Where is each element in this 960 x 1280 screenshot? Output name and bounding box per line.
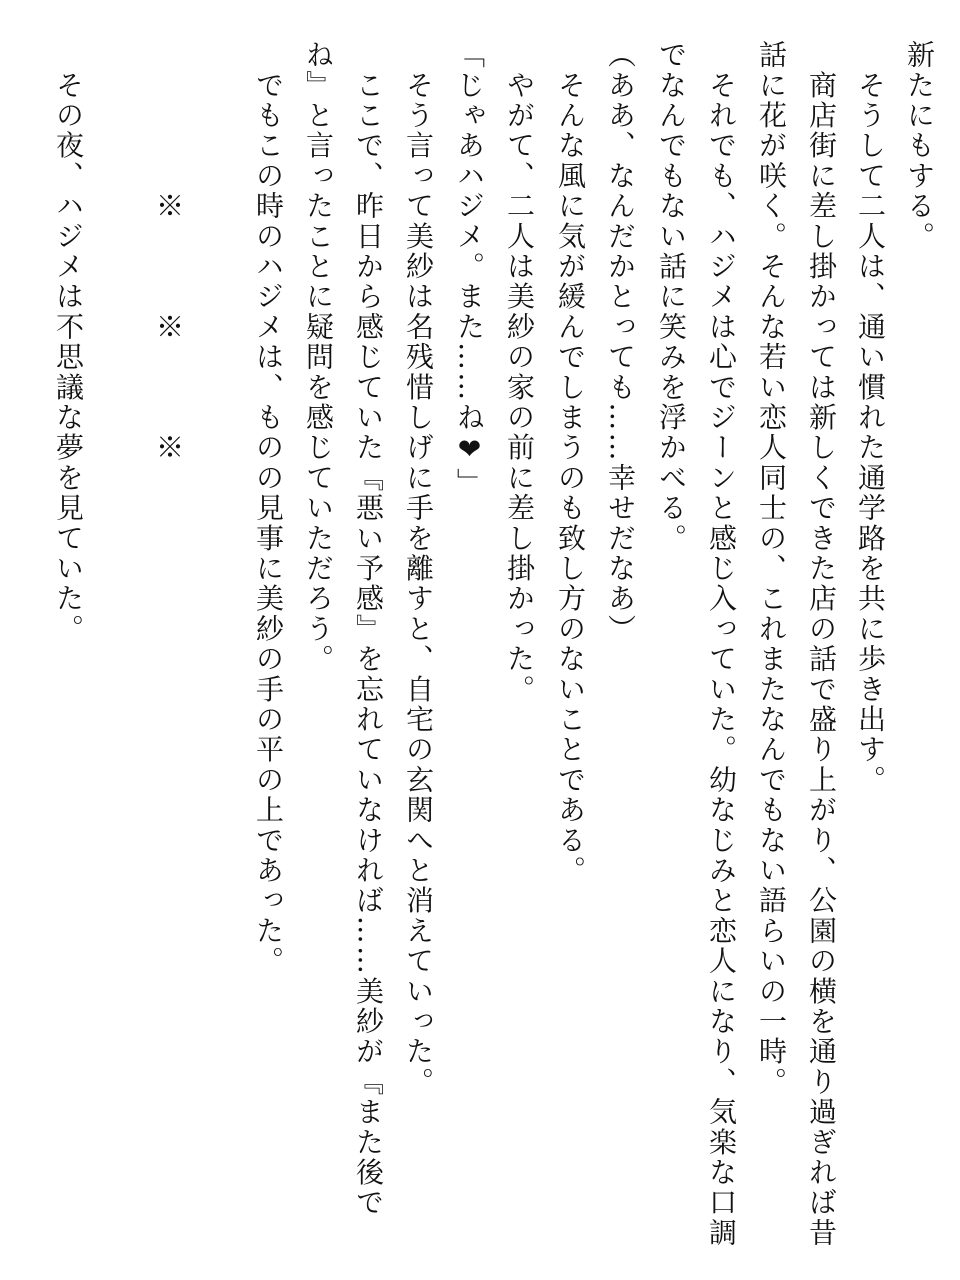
text-line: 商店街に差し掛かっては新しくできた店の話で盛り上がり、公園の横を通り過ぎれば昔 <box>805 40 838 1248</box>
text-line: ここで、昨日から感じていた『悪い予感』を忘れていなければ……美紗が『また後で <box>352 40 385 1218</box>
text-line: でなんでもない話に笑みを浮かべる。 <box>655 40 688 554</box>
text-line: やがて、二人は美紗の家の前に差し掛かった。 <box>503 40 536 705</box>
section-break: ※ ※ ※ <box>152 40 185 463</box>
text-line: （ああ、なんだかとっても……幸せだなあ） <box>604 40 637 644</box>
text-line: そんな風に気が緩んでしまうのも致し方のないことである。 <box>554 40 587 886</box>
text-line: 新たにもする。 <box>903 40 936 252</box>
text-line: そう言って美紗は名残惜しげに手を離すと、自宅の玄関へと消えていった。 <box>402 40 435 1097</box>
text-line: その夜、ハジメは不思議な夢を見ていた。 <box>52 40 85 644</box>
blank-line <box>94 40 142 1240</box>
text-line: でもこの時のハジメは、ものの見事に美紗の手の平の上であった。 <box>252 40 285 977</box>
text-line: それでも、ハジメは心でジーンと感じ入っていた。幼なじみと恋人になり、気楽な口調 <box>705 40 738 1248</box>
text-line: ね』と言ったことに疑問を感じていただろう。 <box>302 40 335 675</box>
text-line: 「じゃあハジメ。また……ね❤」 <box>453 40 486 498</box>
blank-line <box>194 40 242 1240</box>
text-line: 話に花が咲く。そんな若い恋人同士の、これまたなんでもない語らいの一時。 <box>755 40 788 1097</box>
text-line: そうして二人は、通い慣れた通学路を共に歩き出す。 <box>854 40 887 796</box>
